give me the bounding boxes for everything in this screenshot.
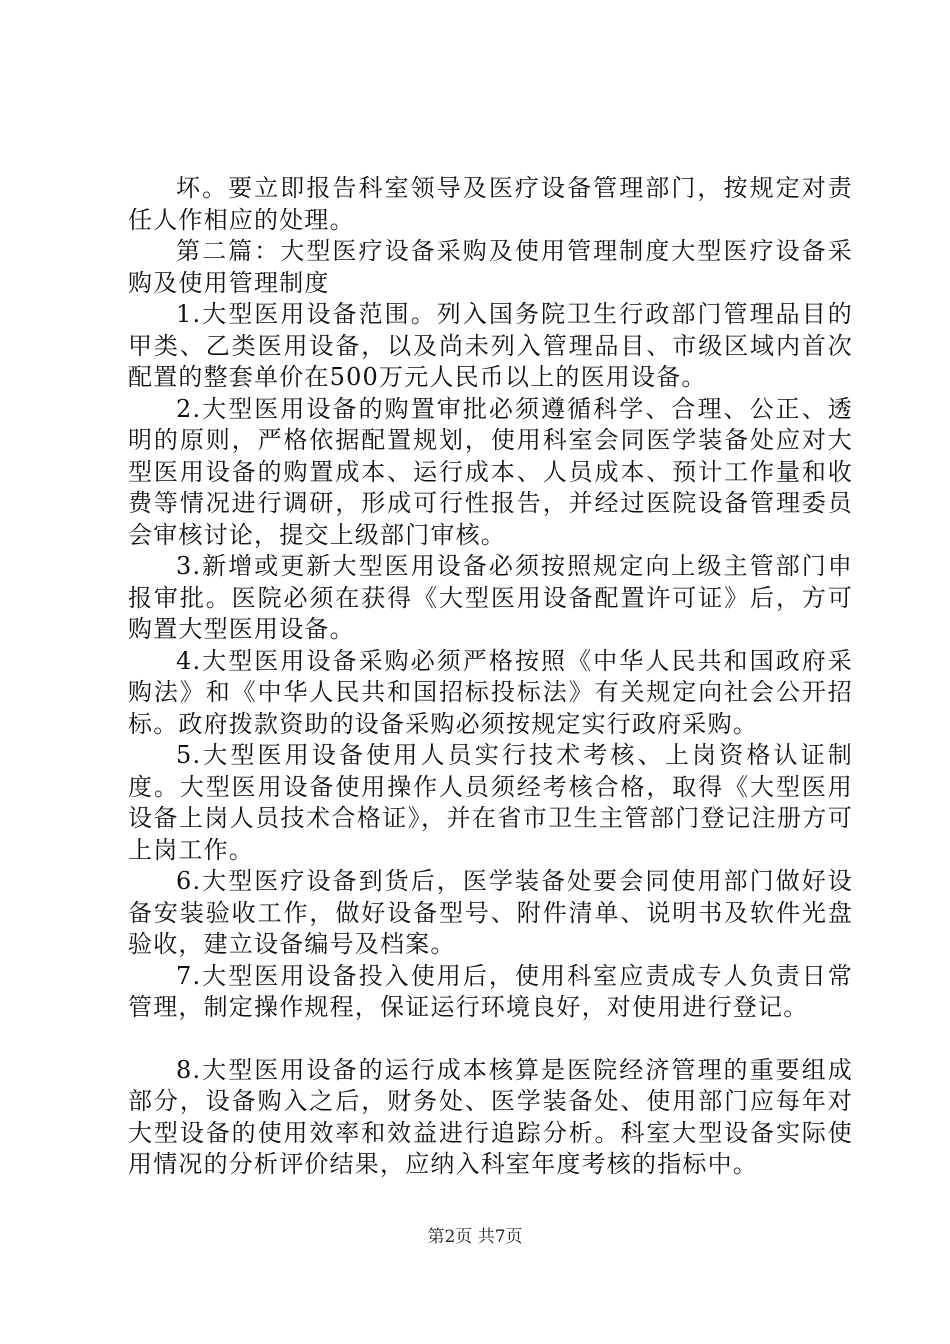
page-number-footer: 第2页 共7页: [427, 1227, 523, 1247]
paragraph-item-7: 7.大型医用设备投入使用后，使用科室应责成专人负责日常管理，制定操作规程，保证运行环境良好，对使用进行登记。: [128, 961, 853, 1021]
section-heading: 第二篇：大型医疗设备采购及使用管理制度大型医疗设备采购及使用管理制度: [128, 237, 853, 297]
paragraph-item-3: 3.新增或更新大型医用设备必须按照规定向上级主管部门申报审批。医院必须在获得《大型医用设备配置许可证》后，方可购置大型医用设备。: [128, 552, 853, 643]
paragraph-item-6: 6.大型医疗设备到货后，医学装备处要会同使用部门做好设备安装验收工作，做好设备型号、附件清单、说明书及软件光盘验收，建立设备编号及档案。: [128, 867, 853, 958]
paragraph-item-2: 2.大型医用设备的购置审批必须遵循科学、合理、公正、透明的原则，严格依据配置规划，使用科室会同医学装备处应对大型医用设备的购置成本、运行成本、人员成本、预计工作量和收费等情况进行调研，形成可行性报告，并经过医院设备管理委员会审核讨论，提交上级部门审核。: [128, 394, 853, 549]
document-body: [128, 173, 853, 1181]
paragraph-item-5: 5.大型医用设备使用人员实行技术考核、上岗资格认证制度。大型医用设备使用操作人员须经考核合格，取得《大型医用设备上岗人员技术合格证》，并在省市卫生主管部门登记注册方可上岗工作。: [128, 741, 853, 864]
paragraph-continuation: 坏。要立即报告科室领导及医疗设备管理部门，按规定对责任人作相应的处理。: [128, 174, 853, 234]
paragraph-item-4: 4.大型医用设备采购必须严格按照《中华人民共和国政府采购法》和《中华人民共和国招标投标法》有关规定向社会公开招标。政府拨款资助的设备采购必须按规定实行政府采购。: [128, 646, 853, 738]
paragraph-item-1: 1.大型医用设备范围。列入国务院卫生行政部门管理品目的甲类、乙类医用设备，以及尚未列入管理品目、市级区域内首次配置的整套单价在500万元人民币以上的医用设备。: [128, 300, 853, 391]
paragraph-item-8: 8.大型医用设备的运行成本核算是医院经济管理的重要组成部分，设备购入之后，财务处、医学装备处、使用部门应每年对大型设备的使用效率和效益进行追踪分析。科室大型设备实际使用情况的分析评价结果，应纳入科室年度考核的指标中。: [128, 1055, 853, 1178]
